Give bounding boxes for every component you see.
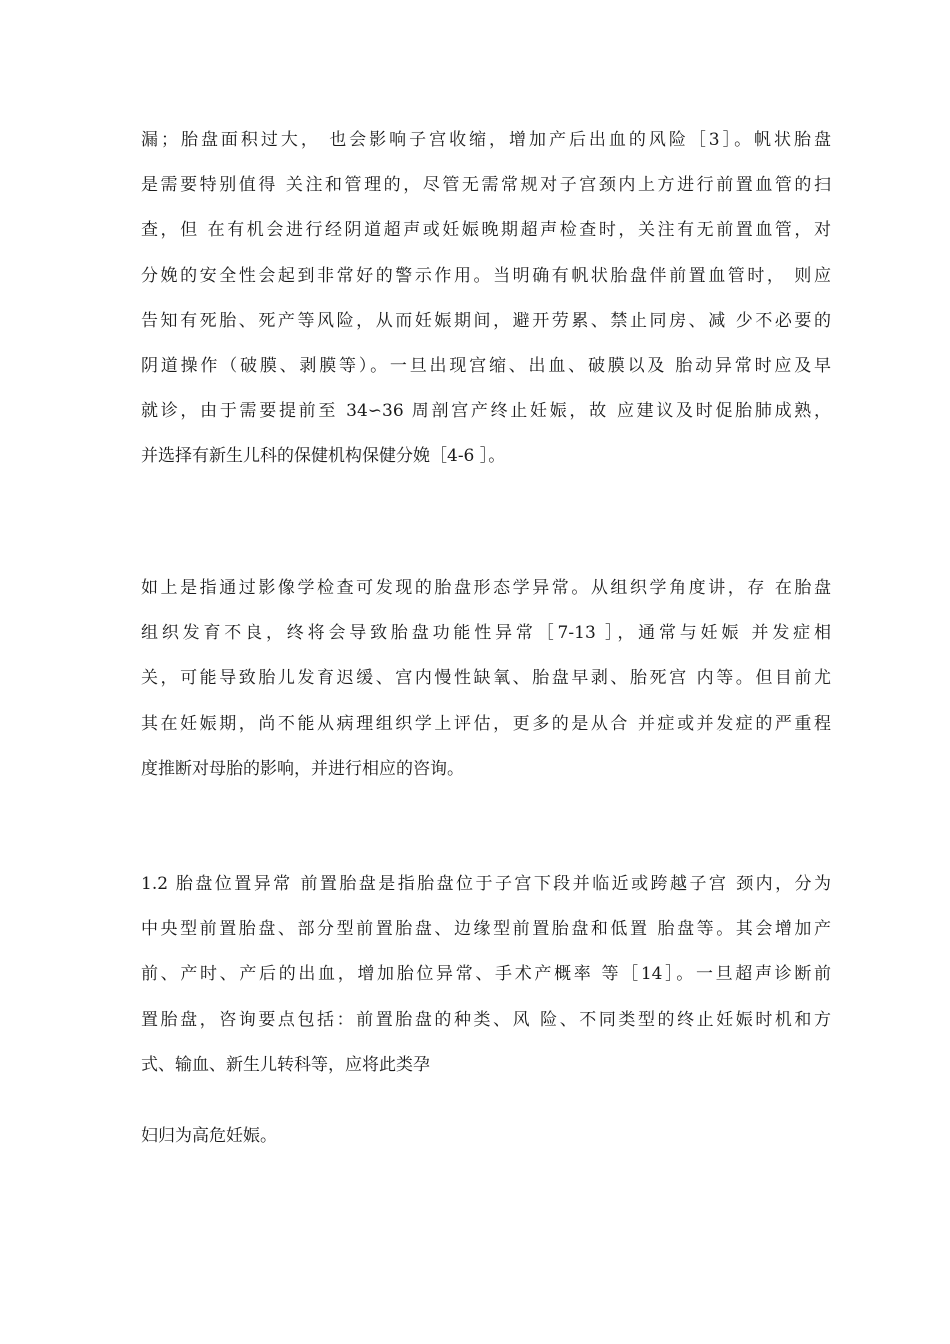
paragraph-histology xyxy=(141,566,831,792)
text-line: 式、输血、新生儿转科等，应将此类孕 xyxy=(141,1054,430,1075)
paragraph-high-risk xyxy=(141,1114,831,1159)
text-line: 漏；胎盘面积过大， 也会影响子宫收缩，增加产后出血的风险［3］。帆状胎盘 xyxy=(141,130,831,150)
text-line: 分娩的安全性会起到非常好的警示作用。当明确有帆状胎盘伴前置血管时， 则应 xyxy=(141,265,831,286)
paragraph-placenta-previa xyxy=(141,862,831,1088)
text-line: 就诊，由于需要提前至 34∽36 周剖宫产终止妊娠，故 应建议及时促胎肺成熟， xyxy=(141,401,831,422)
text-line: 如上是指通过影像学检查可发现的胎盘形态学异常。从组织学角度讲，存 在胎盘 xyxy=(141,578,831,598)
text-line: 关，可能导致胎儿发育迟缓、宫内慢性缺氧、胎盘早剥、胎死宫 内等。但目前尤 xyxy=(141,668,831,689)
text-line: 前、产时、产后的出血，增加胎位异常、手术产概率 等［14］。一旦超声诊断前 xyxy=(141,964,831,985)
text-line: 度推断对母胎的影响，并进行相应的咨询。 xyxy=(141,758,464,779)
text-line: 其在妊娠期，尚不能从病理组织学上评估，更多的是从合 并症或并发症的严重程 xyxy=(141,713,831,734)
text-line: 告知有死胎、死产等风险，从而妊娠期间，避开劳累、禁止同房、减 少不必要的 xyxy=(141,310,831,331)
text-line: 置胎盘，咨询要点包括：前置胎盘的种类、风 险、不同类型的终止妊娠时机和方 xyxy=(141,1009,831,1030)
paragraph-velamentous-placenta xyxy=(141,118,831,480)
text-line: 阴道操作（破膜、剥膜等）。一旦出现宫缩、出血、破膜以及 胎动异常时应及早 xyxy=(141,356,831,377)
text-line: 妇归为高危妊娠。 xyxy=(141,1126,277,1146)
text-line: 组织发育不良，终将会导致胎盘功能性异常［7-13 ］，通常与妊娠 并发症相 xyxy=(141,623,831,644)
text-line: 中央型前置胎盘、部分型前置胎盘、边缘型前置胎盘和低置 胎盘等。其会增加产 xyxy=(141,919,831,940)
text-line: 是需要特别值得 关注和管理的，尽管无需常规对子宫颈内上方进行前置血管的扫 xyxy=(141,175,831,196)
text-line: 查，但 在有机会进行经阴道超声或妊娠晚期超声检查时，关注有无前置血管，对 xyxy=(141,220,831,241)
text-line: 并选择有新生儿科的保健机构保健分娩［4-6 ］。 xyxy=(141,446,506,467)
text-line: 1.2 胎盘位置异常 前置胎盘是指胎盘位于子宫下段并临近或跨越子宫 颈内，分为 xyxy=(141,874,831,894)
